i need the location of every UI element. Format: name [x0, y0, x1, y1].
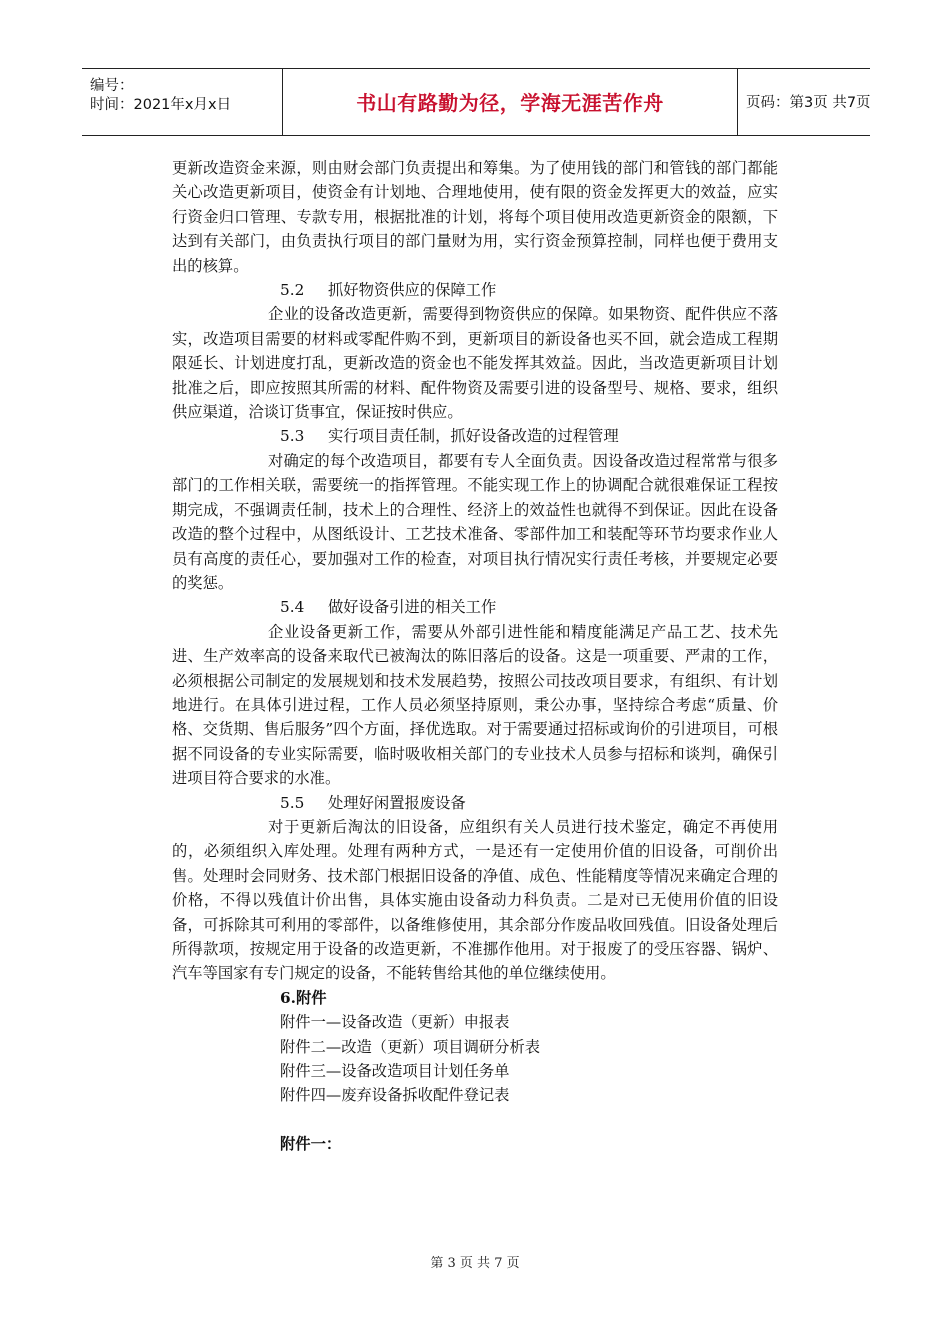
attachment-item: 附件一—设备改造（更新）申报表: [280, 1013, 510, 1032]
attachment-item: 附件三—设备改造项目计划任务单: [280, 1062, 510, 1081]
paragraph: 企业的设备改造更新，需要得到物资供应的保障。如果物资、配件供应不落实，改造项目需要的材料或零配件购不到，更新项目的新设备也买不回，就会造成工程期限延长、计划进度打乱，更新改造的资金也不能发挥其效益。因此，当改造更新项目计划批准之后，即应按照其所需的材料、配件物资及需要引进的设备型号、规格、要求，组织供应渠道，洽谈订货事宜，保证按时供应。: [172, 305, 778, 422]
section-title: 处理好闲置报废设备: [328, 793, 466, 812]
number-label: 编号：: [90, 78, 134, 94]
section-number: 5.2: [280, 281, 305, 300]
section-title: 实行项目责任制，抓好设备改造的过程管理: [328, 427, 619, 446]
paragraph: 企业设备更新工作，需要从外部引进性能和精度能满足产品工艺、技术先进、生产效率高的设备来取代已被淘汰的陈旧落后的设备。这是一项重要、严肃的工作，必须根据公司制定的发展规划和技术发展趋势，按照公司技改项目要求，有组织、有计划地进行。在具体引进过程，工作人员必须坚持原则，秉公办事，坚持综合考虑“质量、价格、交货期、售后服务”四个方面，择优选取。对于需要通过招标或询价的引进项目，可根据不同设备的专业实际需要，临时吸收相关部门的专业技术人员参与招标和谈判，确保引进项目符合要求的水准。: [172, 622, 778, 788]
header-page-info: 页码：第3页 共7页: [746, 95, 871, 111]
header-motto: 书山有路勤为径，学海无涯苦作舟: [282, 69, 738, 135]
section-title: 抓好物资供应的保障工作: [328, 281, 497, 300]
header-meta: [82, 69, 282, 135]
paragraph: 对确定的每个改造项目，都要有专人全面负责。因设备改造过程常常与很多部门的工作相关联，需要统一的指挥管理。不能实现工作上的协调配合就很难保证工程按期完成，不强调责任制，技术上的合理性、经济上的效益性也就得不到保证。因此在设备改造的整个过程中，从图纸设计、工艺技术准备、零部件加工和装配等环节均要求作业人员有高度的责任心，要加强对工作的检查，对项目执行情况实行责任考核，并要规定必要的奖惩。: [172, 451, 778, 592]
section-heading-5-4: [172, 595, 778, 619]
section-heading-5-3: [172, 424, 778, 448]
section-title: 做好设备引进的相关工作: [328, 598, 497, 617]
date-label: 时间：2021年x月x日: [90, 97, 232, 113]
spacer: [172, 1108, 778, 1132]
section-number: 5.4: [280, 598, 305, 617]
document-body: [172, 156, 778, 1156]
attachment-item: 附件四—废弃设备拆收配件登记表: [280, 1086, 510, 1105]
section-heading-5-5: [172, 791, 778, 815]
page-footer: 第 3 页 共 7 页: [430, 1256, 520, 1271]
section-heading-6: 6.附件: [280, 988, 327, 1007]
attachment-item: 附件二—改造（更新）项目调研分析表: [280, 1037, 541, 1056]
section-heading-5-2: [172, 278, 778, 302]
section-number: 5.5: [280, 793, 305, 812]
attachment-heading: 附件一：: [280, 1134, 342, 1153]
section-number: 5.3: [280, 427, 305, 446]
page-header: [82, 68, 870, 136]
paragraph: 对于更新后淘汰的旧设备，应组织有关人员进行技术鉴定，确定不再使用的，必须组织入库处理。处理有两种方式，一是还有一定使用价值的旧设备，可削价出售。处理时会同财务、技术部门根据旧设备的净值、成色、性能精度等情况来确定合理的价格，不得以残值计价出售，具体实施由设备动力科负责。二是对已无使用价值的旧设备，可拆除其可利用的零部件，以备维修使用，其余部分作废品收回残值。旧设备处理后所得款项，按规定用于设备的改造更新，不准挪作他用。对于报废了的受压容器、锅炉、汽车等国家有专门规定的设备，不能转售给其他的单位继续使用。: [172, 817, 778, 983]
paragraph: 更新改造资金来源，则由财会部门负责提出和筹集。为了使用钱的部门和管钱的部门都能关心改造更新项目，使资金有计划地、合理地使用，使有限的资金发挥更大的效益，应实行资金归口管理、专款专用，根据批准的计划，将每个项目使用改造更新资金的限额，下达到有关部门，由负责执行项目的部门量财为用，实行资金预算控制，同样也便于费用支出的核算。: [172, 159, 778, 275]
